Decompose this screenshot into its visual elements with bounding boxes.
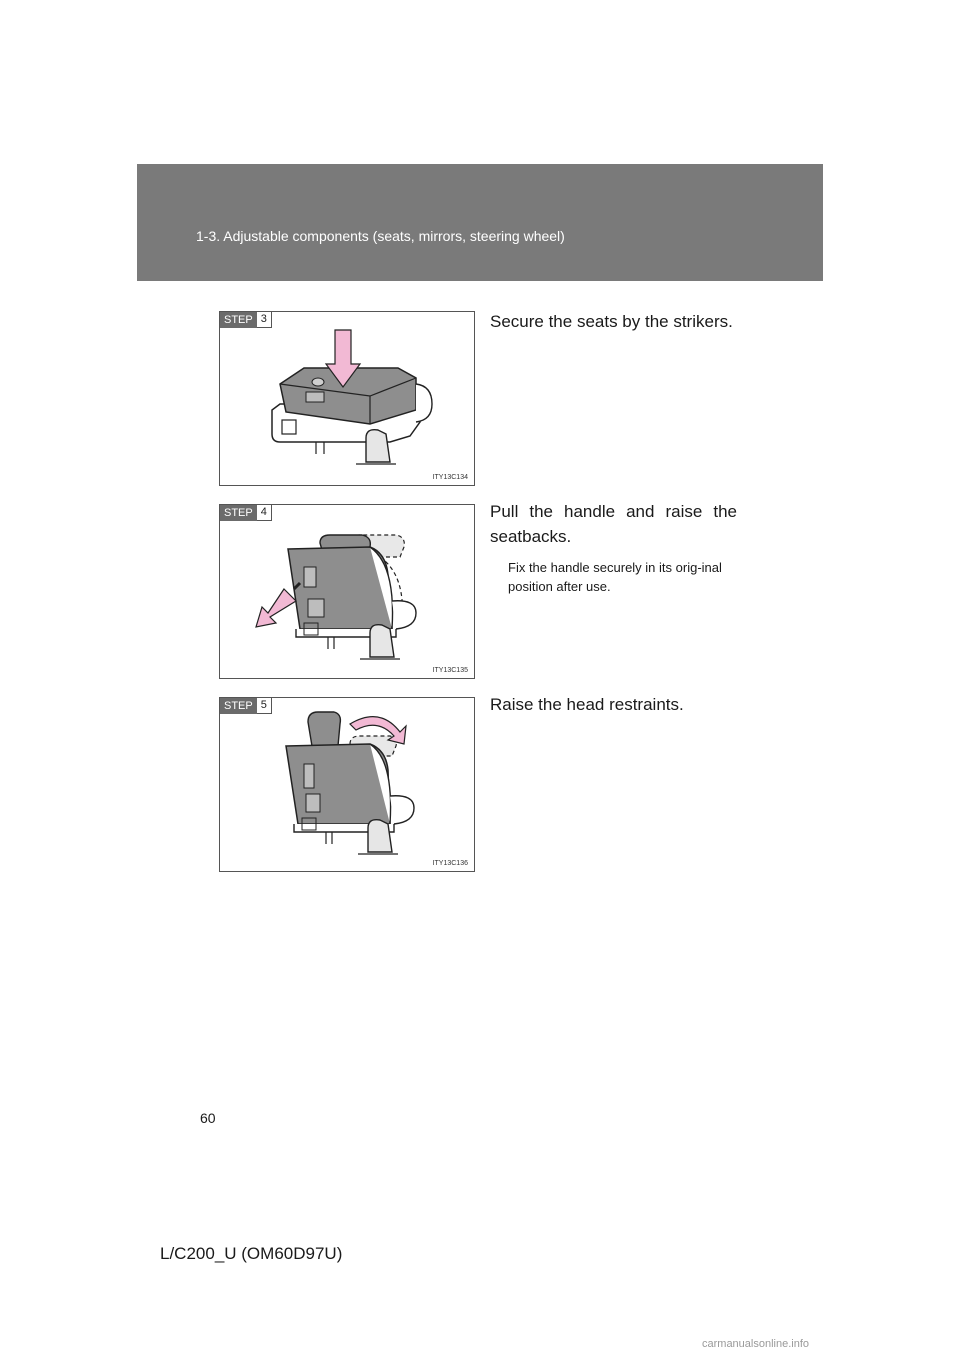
figure-code: ITY13C136 [432, 860, 468, 867]
seatback-raise-illustration [220, 505, 474, 678]
head-restraint-illustration [220, 698, 474, 871]
step-number: 3 [257, 312, 272, 328]
page-number: 60 [200, 1110, 216, 1126]
section-title: 1-3. Adjustable components (seats, mirrors, steering wheel) [196, 228, 565, 244]
step-5-text: Raise the head restraints. [490, 695, 684, 714]
figure-code: ITY13C135 [432, 667, 468, 674]
step-4-text: Pull the handle and raise the seatbacks. [490, 502, 737, 546]
step-4-figure [219, 504, 475, 679]
watermark: carmanualsonline.info [702, 1338, 810, 1350]
figure-code: ITY13C134 [432, 474, 468, 481]
document-code: L/C200_U (OM60D97U) [160, 1244, 343, 1263]
step-5-figure [219, 697, 475, 872]
step-number: 4 [257, 505, 272, 521]
step-3-text: Secure the seats by the strikers. [490, 312, 733, 331]
seat-cushion-illustration [220, 312, 474, 485]
step-label: STEP [220, 505, 257, 521]
step-label: STEP [220, 698, 257, 714]
header-bar [137, 164, 823, 281]
step-number: 5 [257, 698, 272, 714]
step-label: STEP [220, 312, 257, 328]
step-4-note: Fix the handle securely in its orig-inal position after use. [508, 560, 722, 594]
step-3-figure [219, 311, 475, 486]
